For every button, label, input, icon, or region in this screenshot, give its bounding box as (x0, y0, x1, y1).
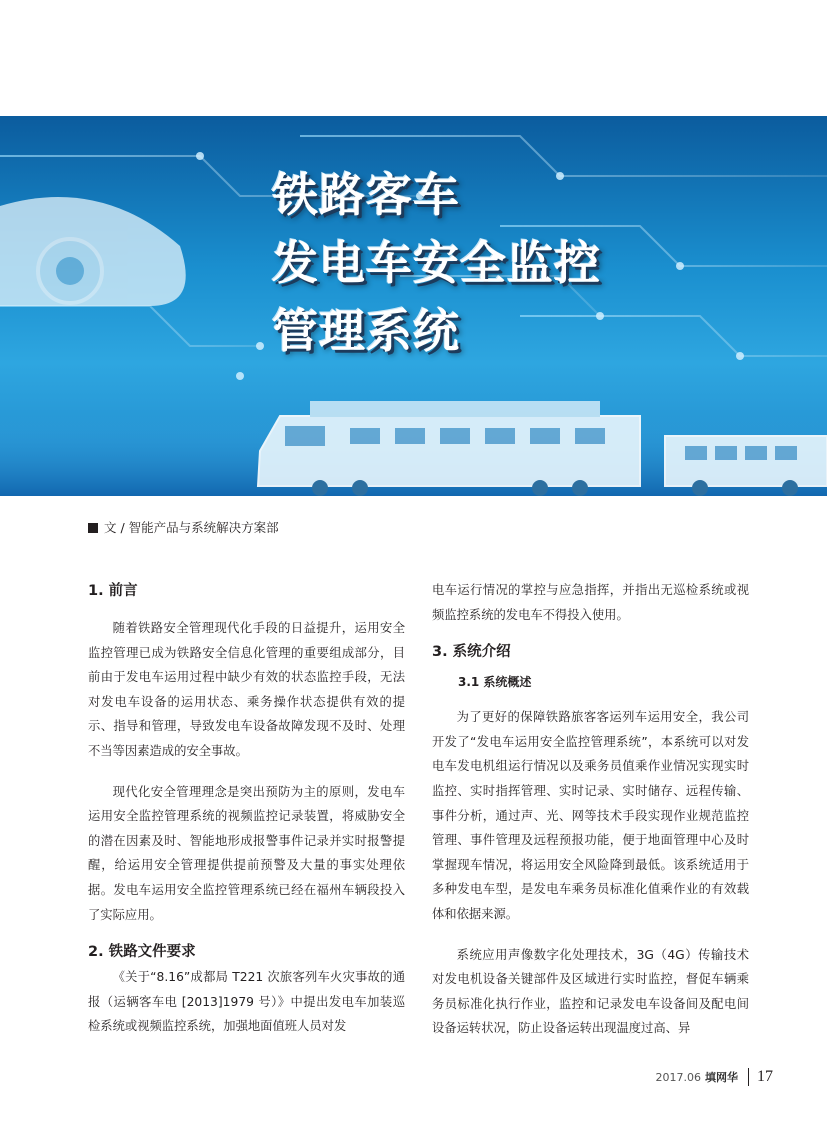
page-number: 17 (748, 1068, 773, 1086)
magazine-brand: 填网华 (705, 1071, 738, 1084)
title-line-1: 铁路客车 (272, 168, 460, 222)
section-2-continued: 电车运行情况的掌控与应急指挥，并指出无巡检系统或视频监控系统的发电车不得投入使用。 (432, 583, 749, 622)
section-3-heading: 3. 系统介绍 (432, 644, 511, 661)
section-2-heading: 2. 铁路文件要求 (88, 944, 196, 961)
title-line-2: 发电车安全监控 (272, 236, 601, 290)
page-footer (656, 1068, 774, 1086)
left-column (88, 578, 405, 1039)
section-3-1-paragraph-2: 系统应用声像数字化处理技术，3G（4G）传输技术对发电机设备关键部件及区域进行实时监控，督促车辆乘务员标准化执行作业，监控和记录发电车设备间及配电间设备运转状况，防止设备运转出现温度过高、异 (432, 947, 749, 1036)
right-column (432, 578, 749, 1041)
square-bullet-icon (88, 523, 98, 533)
section-2-paragraph-1: 《关于“8.16”成都局 T221 次旅客列车火灾事故的通报（运辆客车电 [2013]1979 号）》中提出发电车加装巡检系统或视频监控系统，加强地面值班人员对发 (88, 970, 405, 1034)
section-1-paragraph-1: 随着铁路安全管理现代化手段的日益提升，运用安全监控管理已成为铁路安全信息化管理的重要组成部分，目前由于发电车运用过程中缺少有效的状态监控手段，无法对发电车设备的运用状态、乘务操作状态提供有效的提示、指导和管理，导致发电车设备故障发现不及时、处理不当等因素造成的安全事故。 (88, 621, 405, 758)
section-1-paragraph-2: 现代化安全管理理念是突出预防为主的原则，发电车运用安全监控管理系统的视频监控记录装置，将威胁安全的潜在因素及时、智能地形成报警事件记录并实时报警提醒，给运用安全管理提供提前预警及大量的事实处理依据。发电车运用安全监控管理系统已经在福州车辆段投入了实际应用。 (88, 784, 405, 922)
title-line-3: 管理系统 (272, 304, 460, 358)
camera-dome (0, 197, 186, 306)
author-label: 文 / 智能产品与系统解决方案部 (104, 520, 279, 535)
section-1-heading: 1. 前言 (88, 583, 138, 599)
header-banner (0, 116, 827, 496)
section-3-1-heading: 3.1 系统概述 (458, 675, 532, 690)
section-3-1-paragraph-1: 为了更好的保障铁路旅客客运列车运用安全，我公司开发了“发电车运用安全监控管理系统”，本系统可以对发电车发电机组运行情况以及乘务员值乘作业情况实现实时监控、实时指挥管理、实时记录、实时储存、远程传输、事件分析，通过声、光、网等技术手段实现作业规范监控管理、事件管理及远程预报功能，便于地面管理中心及时掌握现车情况，将运用安全风险降到最低。该系统适用于多种发电车型，是发电车乘务员标准化值乘作业的有效载体和依据来源。 (432, 710, 749, 921)
train-locomotive (258, 401, 827, 496)
issue-date: 2017.06 (655, 1070, 701, 1084)
author-line (88, 518, 279, 536)
